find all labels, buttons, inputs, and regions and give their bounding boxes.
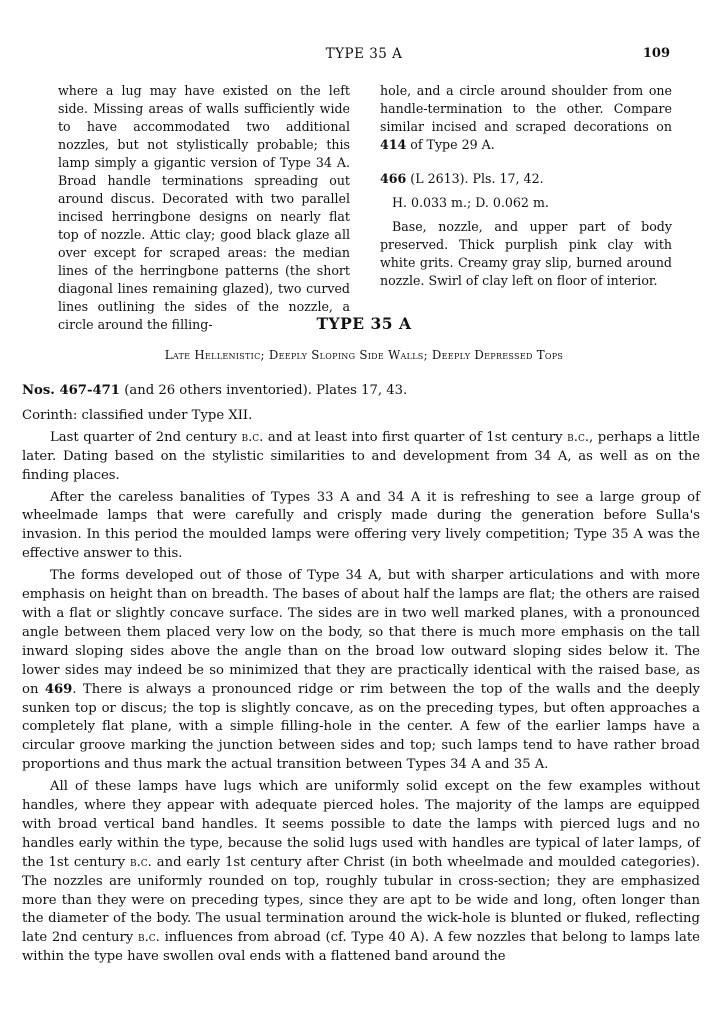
section-subtitle: Late Hellenistic; Deeply Sloping Side Walls; Deeply Depressed Tops xyxy=(164,348,564,362)
catalog-entry-description: Base, nozzle, and upper part of body preserved. Thick purplish pink clay with white grits. Creamy gray slip, burned around nozzle. Swirl of clay left on floor of interior. xyxy=(380,219,672,288)
dating-paragraph xyxy=(22,429,700,486)
catalog-entry-inventory: (L 2613). Pls. 17, 42. xyxy=(406,171,544,186)
lugs-paragraph xyxy=(22,778,700,967)
text-run: and early 1st century after Christ (in both wheelmade and moulded categories). The nozzles are uniformly rounded on top, roughly tubular in cross-section; they are emphasized more than they were on preceding types, since they are apt to be wide and long, often longer than the diameter of the body. The usual termination around the wick-hole is blunted or fluked, reflecting late 2nd century xyxy=(22,854,700,946)
catalog-reference: 469 xyxy=(44,681,73,697)
continuation-paragraph xyxy=(380,82,672,154)
catalog-entry-heading xyxy=(380,170,672,188)
section-title: TYPE 35 A xyxy=(316,314,412,333)
corinth-classification: Corinth: classified under Type XII. xyxy=(22,407,253,423)
catalog-numbers-rest: (and 26 others inventoried). Plates 17, 43. xyxy=(120,383,408,398)
text-run: . There is always a pronounced ridge or rim between the top of the walls and the deeply sunken top or discus; the top is slightly concave, as on the preceding types, but often approaches a completely flat plane, with a simple filling-hole in the center. A few of the earlier lamps have a circular groove marking the junction between sides and top; such lamps tend to have rather broad proportions and thus mark the actual transition between Types 34 A and 35 A. xyxy=(22,681,701,773)
era-abbrev: b.c. xyxy=(567,429,590,445)
left-column xyxy=(58,82,350,334)
text-run: and at least into first quarter of 1st century xyxy=(263,429,568,445)
left-column-text: where a lug may have existed on the left side. Missing areas of walls sufficiently wide to have accommodated two additional nozzles, but not stylistically probable; this lamp simply a gigantic version of Type 34 A. Broad handle terminations spreading out around discus. Decorated with two parallel incised herringbone designs on nearly flat top of nozzle. Attic clay; good black glaze all over except for scraped areas: the median lines of the herringbone patterns (the short diagonal lines remaining glazed), two curved lines outlining the sides of the nozzle, a circle around the filling- xyxy=(58,83,350,332)
form-paragraph xyxy=(22,567,700,775)
page-header xyxy=(0,46,728,66)
text-run: The forms developed out of those of Type 34 A, but with sharper articulations and with more emphasis on height than on breadth. The bases of about half the lamps are flat; the others are raised with a flat or slightly concave surface. The sides are in two well marked planes, with a pronounced angle between them placed very low on the body, so that there is much more emphasis on the tall inward sloping sides above the angle than on the broad low outward sloping sides below it. The lower sides may indeed be so minimized that they are practically identical with the raised base, as on xyxy=(22,568,700,697)
section-body xyxy=(22,382,700,967)
catalog-numbers: Nos. 467-471 xyxy=(22,383,120,398)
catalog-entry-dimensions: H. 0.033 m.; D. 0.062 m. xyxy=(392,195,549,210)
catalog-numbers-line xyxy=(22,382,700,401)
text-run: Last quarter of 2nd century xyxy=(50,429,242,445)
era-abbrev: b.c. xyxy=(137,930,160,946)
context-paragraph: After the careless banalities of Types 33 A and 34 A it is refreshing to see a large group of wheelmade lamps that were carefully and crisply made during the generation before Sulla's invasion. In this period the moulded lamps were offering very lively competition; Type 35 A was the effective answer to this. xyxy=(22,489,700,562)
continuation-text: hole, and a circle around shoulder from one handle-termination to the other. Compare similar incised and scraped decorations on xyxy=(380,83,672,134)
catalog-entry-number: 466 xyxy=(380,171,407,186)
text-run: All of these lamps have lugs which are uniformly solid except on the few examples without handles, where they appear with adequate pierced holes. The majority of the lamps are equipped with broad vertical band handles. It seems possible to date the lamps with pierced lugs and no handles early within the type, because the solid lugs used with handles are typical of later lamps, of the 1st century xyxy=(22,779,700,870)
text-run: , perhaps a little later. Dating based on the stylistic similarities to and development from 34 A, as well as on the finding places. xyxy=(22,429,700,483)
text-run: influences from abroad (cf. Type 40 A). A few nozzles that belong to lamps late within the type have swollen oval ends with a flattened band around the xyxy=(22,930,700,965)
catalog-reference: 414 xyxy=(380,137,407,152)
era-abbrev: b.c. xyxy=(241,429,264,445)
era-abbrev: b.c. xyxy=(129,854,152,870)
page-number: 109 xyxy=(642,46,670,61)
running-title: TYPE 35 A xyxy=(325,46,403,62)
right-column xyxy=(380,82,672,290)
continuation-text-end: of Type 29 A. xyxy=(406,137,495,152)
